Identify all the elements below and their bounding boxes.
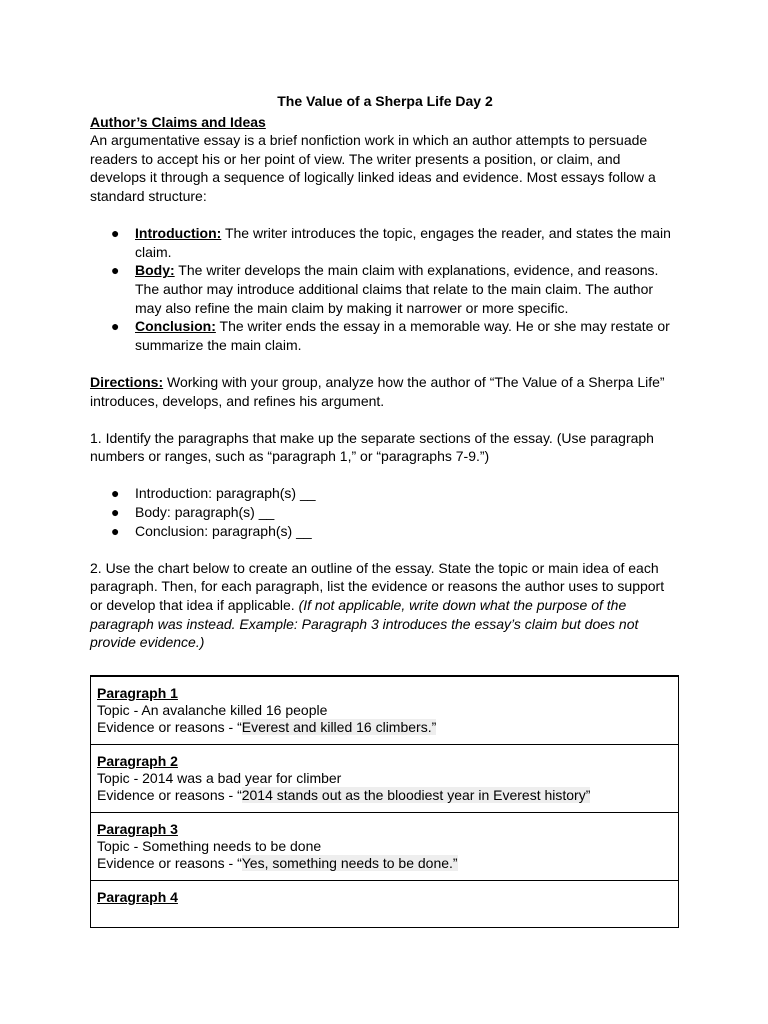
bullet-icon: ●	[111, 485, 120, 502]
evidence-quote: Everest and killed 16 climbers.”	[241, 719, 437, 735]
paragraph-heading: Paragraph 2	[97, 753, 178, 769]
structure-label: Introduction:	[135, 225, 222, 242]
paragraph-topic: Topic - Something needs to be done	[97, 838, 322, 854]
sections-list	[90, 484, 680, 540]
section-blank: Introduction: paragraph(s) __	[135, 485, 316, 502]
evidence-quote: Yes, something needs to be done.”	[241, 855, 458, 871]
list-item	[90, 503, 680, 522]
evidence-quote: 2014 stands out as the bloodiest year in Everest history”	[241, 787, 591, 803]
table-cell[interactable]	[91, 676, 679, 745]
question-2-italic: (If not applicable, write down what the purpose of the paragraph was instead. Example: Paragraph 3 introduces the essay’s claim but does not provide evidence.)	[90, 597, 639, 651]
paragraph-topic: Topic - An avalanche killed 16 people	[97, 702, 328, 718]
paragraph-heading: Paragraph 3	[97, 821, 178, 837]
bullet-icon: ●	[111, 262, 120, 279]
intro-paragraph: An argumentative essay is a brief nonfiction work in which an author attempts to persuade readers to accept his or her point of view. The writer presents a position, or claim, and develops it through a sequence of logically linked ideas and evidence. Most essays follow a standard structure:	[90, 132, 656, 204]
list-item	[90, 261, 680, 317]
directions-text: Working with your group, analyze how the author of “The Value of a Sherpa Life” introduces, develops, and refines his argument.	[90, 373, 665, 409]
bullet-icon: ●	[111, 504, 120, 521]
structure-text: The writer ends the essay in a memorable way. He or she may restate or summarize the main claim.	[135, 318, 670, 353]
bullet-icon: ●	[111, 522, 120, 539]
table-cell[interactable]	[91, 813, 679, 881]
paragraph-topic: Topic - 2014 was a bad year for climber	[97, 770, 342, 786]
paragraph-heading: Paragraph 1	[97, 685, 178, 701]
question-2-text: 2. Use the chart below to create an outline of the essay. State the topic or main idea of each paragraph. Then, for each paragraph, list the evidence or reasons the author uses to support or develop that idea if applicable.	[90, 559, 665, 614]
question-1: 1. Identify the paragraphs that make up the separate sections of the essay. (Use paragraph numbers or ranges, such as “paragraph 1,” or “paragraphs 7-9.”)	[90, 429, 654, 465]
table-row	[91, 881, 679, 928]
paragraph-evidence	[97, 787, 672, 804]
structure-label: Conclusion:	[135, 318, 216, 335]
section-blank: Conclusion: paragraph(s) __	[135, 522, 312, 539]
table-row	[91, 676, 679, 745]
list-item	[90, 224, 680, 261]
table-cell[interactable]	[91, 881, 679, 928]
evidence-prefix: Evidence or reasons - “	[97, 719, 242, 735]
table-row	[91, 813, 679, 881]
directions-label: Directions:	[90, 373, 164, 390]
outline-table	[90, 675, 679, 928]
list-item	[90, 484, 680, 503]
section-heading: Author’s Claims and Ideas	[90, 113, 266, 130]
directions-paragraph	[90, 373, 680, 410]
structure-text: The writer introduces the topic, engages the reader, and states the main claim.	[135, 225, 671, 260]
structure-list	[90, 224, 680, 354]
document-page	[90, 92, 680, 652]
document-title: The Value of a Sherpa Life Day 2	[277, 93, 493, 109]
list-item	[90, 522, 680, 541]
bullet-icon: ●	[111, 318, 120, 335]
bullet-icon: ●	[111, 225, 120, 242]
structure-label: Body:	[135, 262, 175, 279]
evidence-prefix: Evidence or reasons - “	[97, 855, 242, 871]
question-2	[90, 559, 680, 652]
table-cell[interactable]	[91, 745, 679, 813]
evidence-prefix: Evidence or reasons - “	[97, 787, 242, 803]
structure-text: The writer develops the main claim with explanations, evidence, and reasons. The author may introduce additional claims that relate to the main claim. The author may also refine the main claim by making it narrower or more specific.	[135, 262, 659, 316]
list-item	[90, 317, 680, 354]
section-blank: Body: paragraph(s) __	[135, 504, 275, 521]
paragraph-heading: Paragraph 4	[97, 889, 178, 905]
paragraph-evidence	[97, 719, 672, 736]
table-row	[91, 745, 679, 813]
paragraph-evidence	[97, 855, 672, 872]
